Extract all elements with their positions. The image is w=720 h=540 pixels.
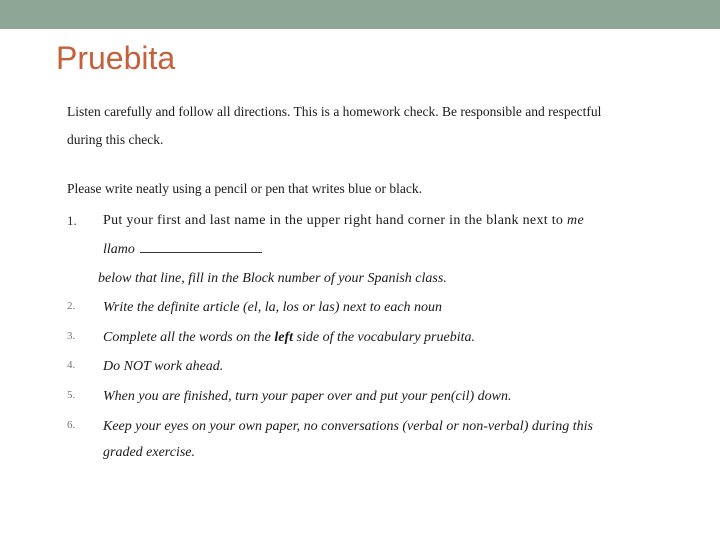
item-text-part: Put your first and last name in the upper right hand corner in the blank next to	[103, 213, 568, 228]
item-number: 4.	[67, 359, 76, 371]
slide-title: Pruebita	[56, 40, 176, 76]
intro-line-1: Listen carefully and follow all directions. This is a homework check. Be responsible and respectful	[67, 104, 602, 119]
item-text-part: Complete all the words on the	[103, 330, 275, 345]
item-text: graded exercise.	[103, 445, 195, 460]
item-text	[103, 330, 677, 346]
item-text	[103, 213, 677, 229]
item-text-me: me	[567, 213, 584, 228]
item-text-part: side of the vocabulary pruebita.	[293, 330, 475, 345]
item-text: Write the definite article (el, la, los or las) next to each noun	[103, 300, 443, 315]
item-number: 1.	[67, 213, 77, 228]
item-number: 5.	[67, 389, 76, 401]
item-number: 3.	[67, 330, 76, 342]
intro-line-3: Please write neatly using a pencil or pen that writes blue or black.	[67, 181, 423, 196]
name-blank-line	[140, 240, 262, 253]
item-text-llamo: llamo	[103, 242, 135, 257]
item-text: Do NOT work ahead.	[103, 359, 224, 374]
item-number: 6.	[67, 419, 76, 431]
item-text: Keep your eyes on your own paper, no conversations (verbal or non-verbal) during this	[103, 419, 593, 434]
item-text	[103, 240, 677, 258]
item-text: When you are finished, turn your paper over and put your pen(cil) down.	[103, 389, 512, 404]
top-banner	[0, 0, 720, 29]
intro-line-2: during this check.	[67, 132, 164, 147]
item-text-bold: left	[274, 330, 294, 345]
intro-paragraph	[67, 98, 687, 154]
item-text: below that line, fill in the Block number of your Spanish class.	[98, 271, 447, 286]
item-number: 2.	[67, 300, 76, 312]
